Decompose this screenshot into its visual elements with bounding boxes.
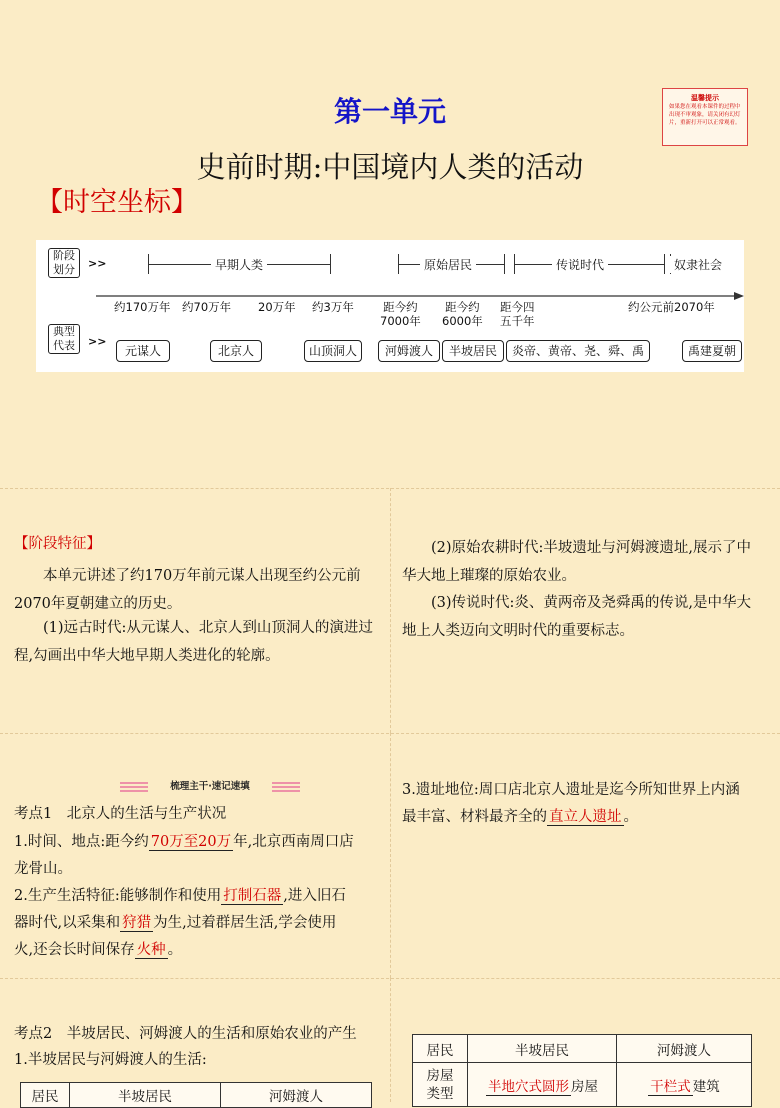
stage-primitive: 原始居民 bbox=[420, 256, 476, 273]
time-label: 距今四 五千年 bbox=[500, 300, 535, 328]
stage-bracket bbox=[664, 254, 665, 274]
time-label: 20万年 bbox=[258, 300, 296, 314]
table-cell bbox=[468, 1063, 617, 1107]
stage-bracket bbox=[504, 254, 505, 274]
column-divider bbox=[390, 978, 391, 1102]
time-label: 约3万年 bbox=[312, 300, 354, 314]
stage-para-4: (3)传说时代:炎、黄两帝及尧舜禹的传说,是中华大地上人类迈向文明时代的重要标志。 bbox=[402, 595, 752, 639]
table-header: 居民 bbox=[413, 1035, 468, 1063]
table-cell bbox=[617, 1063, 752, 1107]
table-header: 居民 bbox=[21, 1083, 70, 1108]
answer-blank: 半地穴式圆形 bbox=[488, 1078, 569, 1095]
text: 。 bbox=[167, 942, 183, 958]
text: 最丰富、材料最齐全的 bbox=[402, 809, 547, 825]
time-label: 约70万年 bbox=[182, 300, 232, 314]
unit-title: 第一单元 bbox=[333, 95, 446, 128]
text: 建筑 bbox=[692, 1078, 720, 1095]
tip-box bbox=[662, 88, 748, 146]
section-title: 【时空坐标】 bbox=[36, 187, 198, 218]
topic-1: 考点1 北京人的生活与生产状况 bbox=[14, 806, 227, 822]
rep-banpo: 半坡居民 bbox=[442, 340, 504, 362]
stage-para-1: 本单元讲述了约170万年前元谋人出现至约公元前2070年夏朝建立的历史。 bbox=[14, 568, 361, 612]
line-3 bbox=[14, 909, 336, 937]
table-header: 半坡居民 bbox=[70, 1083, 221, 1108]
chevron-right-icon: >> bbox=[88, 257, 107, 270]
timeline-chart bbox=[36, 240, 744, 372]
rep-beijing: 北京人 bbox=[210, 340, 262, 362]
answer-blank: 打制石器 bbox=[223, 888, 282, 904]
stage-para-3: (2)原始农耕时代:半坡遗址与河姆渡遗址,展示了中华大地上璀璨的原始农业。 bbox=[402, 540, 752, 584]
stage-early-humans: 早期人类 bbox=[211, 256, 267, 273]
line-1 bbox=[14, 828, 354, 856]
rep-yuanmou: 元谋人 bbox=[116, 340, 170, 362]
row-label: 房屋 类型 bbox=[413, 1063, 468, 1107]
text: 。 bbox=[623, 809, 638, 825]
rep-shandingdong: 山顶洞人 bbox=[304, 340, 362, 362]
banner-text: 梳理主干·速记速填 bbox=[170, 781, 250, 792]
answer-blank: 干栏式 bbox=[650, 1078, 691, 1095]
stage-legend: 传说时代 bbox=[552, 256, 608, 273]
table-row bbox=[413, 1035, 752, 1063]
text: 器时代,以采集和 bbox=[14, 915, 121, 931]
text: ,进入旧石 bbox=[283, 888, 346, 904]
table-header: 河姆渡人 bbox=[221, 1083, 372, 1108]
column-divider bbox=[390, 733, 391, 978]
compare-table-right bbox=[412, 1034, 752, 1107]
stage-slave: 奴隶社会 bbox=[670, 256, 726, 273]
time-label: 距今约 6000年 bbox=[442, 300, 483, 328]
text: 年,北京西南周口店 bbox=[233, 834, 354, 850]
stage-label: 阶段划分 bbox=[48, 248, 80, 278]
answer-blank: 直立人遗址 bbox=[549, 809, 622, 825]
answer-blank: 狩猎 bbox=[122, 915, 152, 931]
text: 为生,过着群居生活,学会使用 bbox=[153, 915, 337, 931]
tip-body: 如果您在观看本课件的过程中出现不审观象，请关闭有幻灯片，重新打开可以正常观看。 bbox=[669, 104, 741, 126]
chevron-right-icon: >> bbox=[88, 335, 107, 348]
answer-blank: 火种 bbox=[136, 942, 166, 958]
rep-hemudu: 河姆渡人 bbox=[378, 340, 440, 362]
line-2 bbox=[14, 882, 346, 910]
text: 火,还会长时间保存 bbox=[14, 942, 135, 958]
time-label: 约公元前2070年 bbox=[628, 300, 715, 314]
table-header: 半坡居民 bbox=[468, 1035, 617, 1063]
rep-label: 典型代表 bbox=[48, 324, 80, 354]
site-status-line: 3.遗址地位:周口店北京人遗址是迄今所知世界上内涵 bbox=[402, 782, 740, 798]
topic-2: 考点2 半坡居民、河姆渡人的生活和原始农业的产生 bbox=[14, 1026, 357, 1042]
stage-bracket bbox=[330, 254, 331, 274]
topic-2-sub: 1.半坡居民与河姆渡人的生活: bbox=[14, 1052, 207, 1068]
rep-xia: 禹建夏朝 bbox=[682, 340, 742, 362]
time-label: 距今约 7000年 bbox=[380, 300, 421, 328]
main-title: 史前时期:中国境内人类的活动 bbox=[196, 150, 584, 184]
table-header: 河姆渡人 bbox=[617, 1035, 752, 1063]
table-row bbox=[413, 1063, 752, 1107]
site-status-line-2 bbox=[402, 803, 638, 831]
compare-table-left bbox=[20, 1082, 372, 1108]
rep-legends: 炎帝、黄帝、尧、舜、禹 bbox=[506, 340, 650, 362]
stage-features-heading: 【阶段特征】 bbox=[14, 536, 101, 552]
text: 1.时间、地点:距今约 bbox=[14, 834, 149, 850]
text: 2.生产生活特征:能够制作和使用 bbox=[14, 888, 222, 904]
answer-blank: 70万至20万 bbox=[150, 834, 232, 850]
line-1b: 龙骨山。 bbox=[14, 861, 72, 877]
table-row bbox=[21, 1083, 372, 1108]
text: 房屋 bbox=[571, 1078, 598, 1095]
stage-para-2: (1)远古时代:从元谋人、北京人到山顶洞人的演进过程,勾画出中华大地早期人类进化的轮廓。 bbox=[14, 620, 373, 664]
column-divider bbox=[390, 488, 391, 733]
section-banner bbox=[120, 780, 300, 794]
time-label: 约170万年 bbox=[114, 300, 171, 314]
tip-title: 温馨提示 bbox=[691, 94, 719, 102]
line-4 bbox=[14, 936, 182, 964]
